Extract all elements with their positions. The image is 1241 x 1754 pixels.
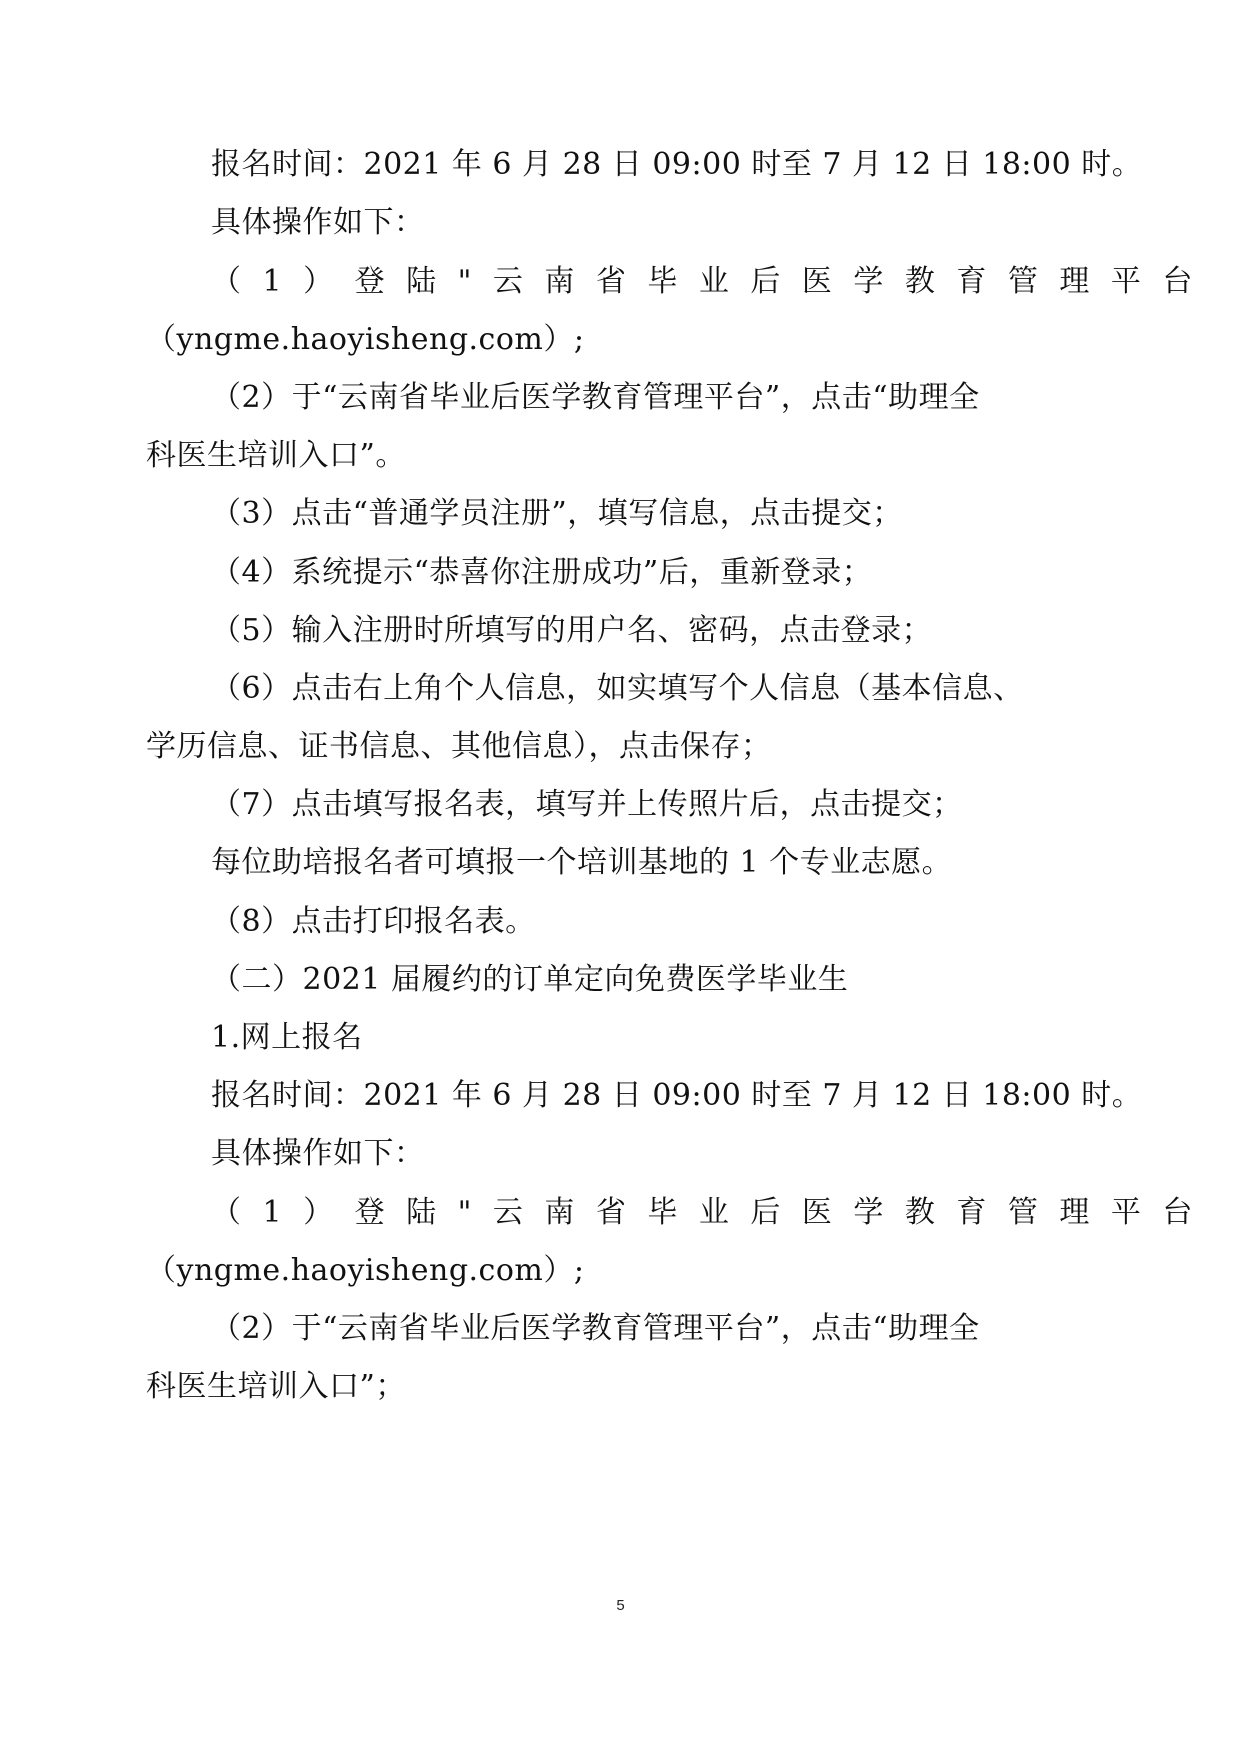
operation-intro-line: 具体操作如下： [211,205,425,240]
registration-time-line: 报名时间：2021 年 6 月 28 日 09:00 时至 7 月 12 日 18:00 时。 [211,147,1143,182]
step-2-line: （2）于“云南省毕业后医学教育管理平台”，点击“助理全 [211,380,980,415]
step-3-line: （3）点击“普通学员注册”，填写信息，点击提交； [211,496,903,531]
page-number: 5 [616,1597,625,1614]
step-4-line: （4）系统提示“恭喜你注册成功”后，重新登录； [211,555,873,590]
step-2-continued-line-2: 科医生培训入口”； [146,1369,406,1404]
step-1-url-line-2: （yngme.haoyisheng.com）; [146,1253,585,1288]
step-1-line: （1）登陆"云南省毕业后医学教育管理平台 [211,264,1214,299]
step-2-line-2: （2）于“云南省毕业后医学教育管理平台”，点击“助理全 [211,1311,980,1346]
section-heading-line: （二）2021 届履约的订单定向免费医学毕业生 [211,962,849,997]
registration-time-line-2: 报名时间：2021 年 6 月 28 日 09:00 时至 7 月 12 日 18:00 时。 [211,1078,1143,1113]
step-6-continued-line: 学历信息、证书信息、其他信息），点击保存； [146,729,772,764]
step-8-line: （8）点击打印报名表。 [211,904,536,939]
step-5-line: （5）输入注册时所填写的用户名、密码，点击登录； [211,613,933,648]
step-1-line-2: （1）登陆"云南省毕业后医学教育管理平台 [211,1195,1214,1230]
step-7-line: （7）点击填写报名表，填写并上传照片后，点击提交； [211,787,963,822]
step-6-line: （6）点击右上角个人信息，如实填写个人信息（基本信息、 [211,671,1024,706]
step-2-continued-line: 科医生培训入口”。 [146,438,406,473]
volunteer-note-line: 每位助培报名者可填报一个培训基地的 1 个专业志愿。 [211,845,953,880]
subsection-heading-line: 1.网上报名 [211,1020,363,1055]
operation-intro-line-2: 具体操作如下： [211,1136,425,1171]
step-1-url-line: （yngme.haoyisheng.com）; [146,322,585,357]
